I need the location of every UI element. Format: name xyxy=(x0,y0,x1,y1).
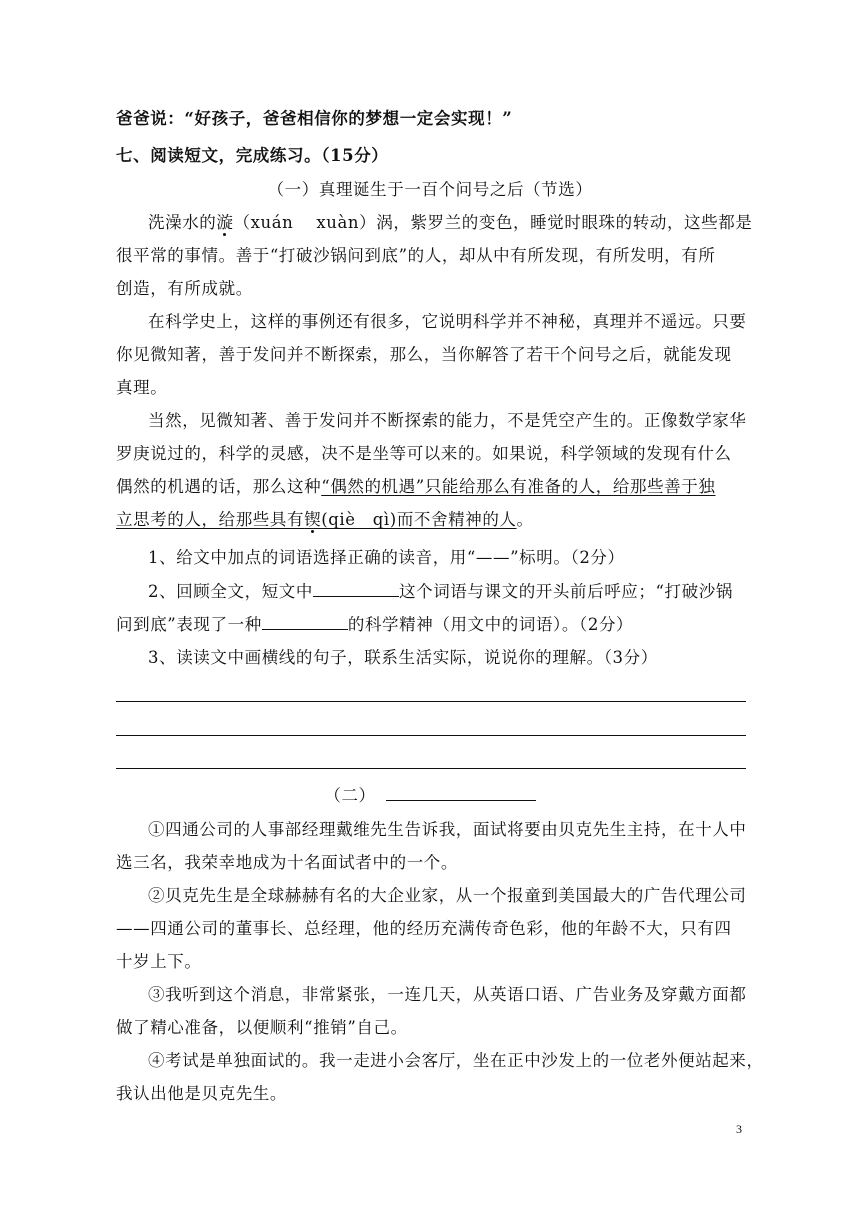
answer-blank[interactable] xyxy=(313,580,399,597)
paragraph-line: ①四通公司的人事部经理戴维先生告诉我，面试将要由贝克先生主持，在十人中 xyxy=(148,820,747,839)
paragraph-line: 立思考的人，给那些具有锲(qiè qì)而不舍精神的人。 xyxy=(116,510,534,529)
paragraph-line: 当然，见微知著、善于发问并不断探索的能力，不是凭空产生的。正像数学家华 xyxy=(148,411,747,430)
underlined-sentence: “偶然的机遇”只能给那么有准备的人，给那些善于独 xyxy=(321,477,716,496)
question-3: 3、读读文中画横线的句子，联系生活实际，说说你的理解。（3分） xyxy=(148,648,658,667)
question-2: 2、回顾全文，短文中 这个词语与课文的开头前后呼应；“打破沙锅 xyxy=(148,582,733,601)
paragraph-line: 十岁上下。 xyxy=(116,952,202,971)
paragraph-line: ③我听到这个消息，非常紧张，一连几天，从英语口语、广告业务及穿戴方面都 xyxy=(148,985,747,1004)
paragraph-line: ④考试是单独面试的。我一走进小会客厅，坐在正中沙发上的一位老外便站起来， xyxy=(148,1051,764,1070)
answer-blank[interactable] xyxy=(262,613,348,630)
paragraph-line: 选三名，我荣幸地成为十名面试者中的一个。 xyxy=(116,853,458,872)
paragraph-line: 在科学史上，这样的事例还有很多，它说明科学并不神秘，真理并不遥远。只要 xyxy=(148,312,747,331)
underlined-sentence: 立思考的人，给那些具有锲(qiè qì)而不舍精神的人 xyxy=(116,510,517,529)
paragraph-line: 真理。 xyxy=(116,378,168,397)
paragraph-line: 我认出他是贝克先生。 xyxy=(116,1084,287,1103)
passage-one-title: （一）真理诞生于一百个问号之后（节选） xyxy=(267,180,593,199)
paragraph-line: 罗庚说过的，科学的灵感，决不是坐等可以来的。如果说，科学领域的发现有什么 xyxy=(116,444,732,463)
answer-line[interactable] xyxy=(116,735,746,736)
paragraph-line: 创造，有所成就。 xyxy=(116,279,253,298)
answer-line[interactable] xyxy=(116,768,746,769)
paragraph-line: 你见微知著，善于发问并不断探索，那么，当你解答了若干个问号之后，就能发现 xyxy=(116,345,732,364)
section-heading: 七、阅读短文，完成练习。（15分） xyxy=(116,146,389,165)
page-number: 3 xyxy=(736,1122,742,1136)
paragraph-line: 很平常的事情。善于“打破沙锅问到底”的人，却从中有所发现，有所发明，有所 xyxy=(116,246,716,265)
answer-line[interactable] xyxy=(116,701,746,702)
dialogue-line: 爸爸说：“好孩子，爸爸相信你的梦想一定会实现！” xyxy=(116,109,513,128)
dotted-word: 漩 xyxy=(216,213,234,232)
paragraph-line: 偶然的机遇的话，那么这种“偶然的机遇”只能给那么有准备的人，给那些善于独 xyxy=(116,477,716,496)
paragraph-line: 做了精心准备，以便顺利“推销”自己。 xyxy=(116,1018,408,1037)
question-1: 1、给文中加点的词语选择正确的读音，用“——”标明。（2分） xyxy=(148,548,625,567)
title-blank[interactable] xyxy=(386,784,536,801)
question-2-cont: 问到底”表现了一种 的科学精神（用文中的词语）。（2分） xyxy=(116,615,634,634)
passage-two-title: （二） xyxy=(0,784,860,808)
paragraph-line: ——四通公司的董事长、总经理，他的经历充满传奇色彩，他的年龄不大，只有四 xyxy=(116,919,732,938)
paragraph-line: ②贝克先生是全球赫赫有名的大企业家，从一个报童到美国最大的广告代理公司 xyxy=(148,886,747,905)
dotted-word: 锲 xyxy=(304,510,322,529)
paragraph-line: 洗澡水的漩（xuán xuàn）涡，紫罗兰的变色，睡觉时眼珠的转动，这些都是 xyxy=(148,213,753,232)
